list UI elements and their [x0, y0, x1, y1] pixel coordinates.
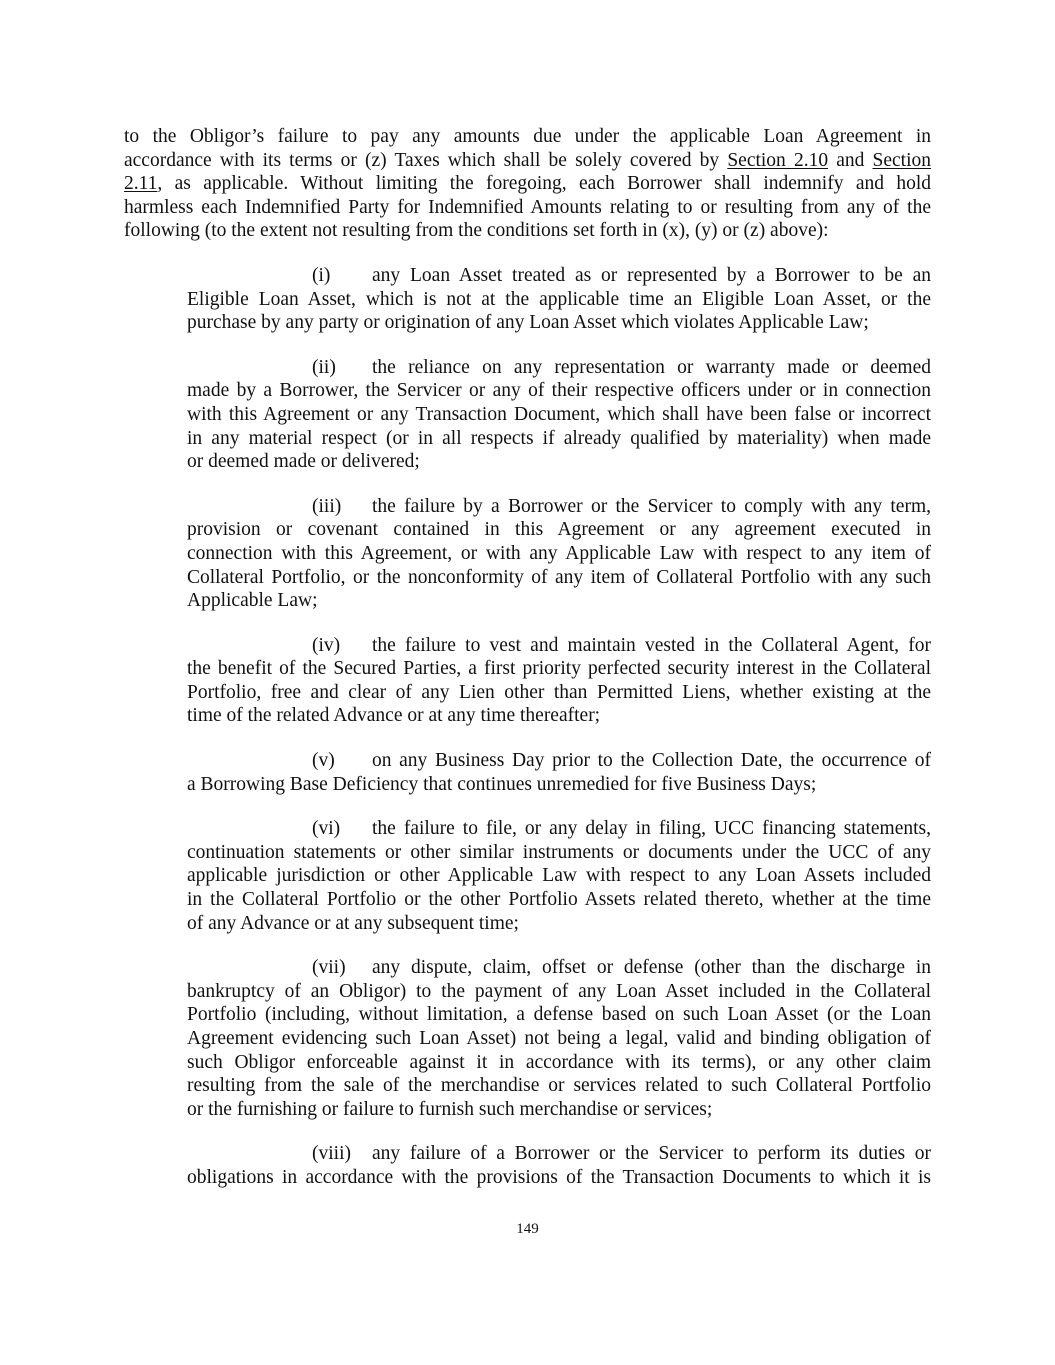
document-page — [124, 125, 931, 1190]
item-text: the failure by a Borrower or the Servicer to comply with any term, — [372, 495, 931, 517]
item-text: the failure to vest and maintain vested in the Collateral Agent, for — [372, 634, 931, 656]
item-line — [187, 956, 931, 980]
section-2-11-link-cont[interactable]: 2.11 — [124, 173, 158, 195]
item-line: or the furnishing or failure to furnish such merchandise or services; — [187, 1098, 713, 1120]
page-number: 149 — [516, 1221, 539, 1237]
item-label: (i) — [312, 264, 331, 286]
item-line: provision or covenant contained in this Agreement or any agreement executed in — [187, 519, 931, 541]
item-text: the reliance on any representation or warranty made or deemed — [372, 356, 931, 378]
item-line: Eligible Loan Asset, which is not at the applicable time an Eligible Loan Asset, or the — [187, 288, 931, 310]
item-label: (iv) — [312, 634, 341, 656]
item-label: (vi) — [312, 818, 341, 840]
item-line — [187, 634, 931, 658]
item-label: (ii) — [312, 356, 336, 378]
indemnity-item — [187, 634, 931, 728]
item-line: Collateral Portfolio, or the nonconformity of any item of Collateral Portfolio with any such — [187, 566, 931, 588]
item-line: with this Agreement or any Transaction Document, which shall have been false or incorrect — [187, 403, 931, 425]
item-text: the failure to file, or any delay in filing, UCC financing statements, — [372, 818, 931, 840]
intro-line: harmless each Indemnified Party for Indemnified Amounts relating to or resulting from any of the — [124, 196, 931, 218]
item-text: any failure of a Borrower or the Servicer to perform its duties or — [372, 1143, 931, 1165]
item-line: purchase by any party or origination of any Loan Asset which violates Applicable Law; — [187, 312, 869, 334]
item-line — [187, 495, 931, 519]
item-text: any Loan Asset treated as or represented by a Borrower to be an — [372, 264, 931, 286]
indemnity-item — [187, 749, 931, 796]
item-label: (vii) — [312, 957, 346, 979]
indemnity-item — [187, 817, 931, 935]
item-line: bankruptcy of an Obligor) to the payment of any Loan Asset included in the Collateral — [187, 980, 931, 1002]
item-line: resulting from the sale of the merchandise or services related to such Collateral Portfolio — [187, 1075, 931, 1097]
indemnity-item — [187, 1142, 931, 1189]
item-line: time of the related Advance or at any time thereafter; — [187, 705, 601, 727]
item-label: (viii) — [312, 1143, 351, 1165]
item-line: Applicable Law; — [187, 590, 318, 612]
item-line: a Borrowing Base Deficiency that continues unremedied for five Business Days; — [187, 773, 817, 795]
item-line: connection with this Agreement, or with any Applicable Law with respect to any item of — [187, 542, 931, 564]
item-line: in the Collateral Portfolio or the other Portfolio Assets related thereto, whether at the time — [187, 889, 931, 911]
item-line: Agreement evidencing such Loan Asset) not being a legal, valid and binding obligation of — [187, 1028, 931, 1049]
indemnity-item — [187, 264, 931, 335]
intro-line: to the Obligor’s failure to pay any amounts due under the applicable Loan Agreement in — [124, 126, 931, 147]
item-label: (iii) — [312, 495, 342, 517]
item-line: Portfolio, free and clear of any Lien other than Permitted Liens, whether existing at the — [187, 681, 931, 703]
item-line: continuation statements or other similar instruments or documents under the UCC of any — [187, 841, 931, 863]
item-line: applicable jurisdiction or other Applicable Law with respect to any Loan Assets included — [187, 865, 931, 887]
indemnity-item — [187, 495, 931, 613]
item-line: obligations in accordance with the provisions of the Transaction Documents to which it is — [187, 1166, 931, 1188]
intro-line: accordance with its terms or (z) Taxes which shall be solely covered by Section 2.10 and Section — [124, 149, 932, 171]
indemnity-item — [187, 356, 931, 474]
item-line: in any material respect (or in all respects if already qualified by materiality) when made — [187, 427, 931, 449]
item-line — [187, 264, 931, 288]
item-line — [187, 749, 931, 773]
item-line — [187, 1142, 931, 1166]
item-text: on any Business Day prior to the Collection Date, the occurrence of — [372, 750, 931, 772]
item-label: (v) — [312, 750, 335, 772]
item-line — [187, 356, 931, 380]
item-line: of any Advance or at any subsequent time; — [187, 912, 519, 934]
intro-line: following (to the extent not resulting from the conditions set forth in (x), (y) or (z) above): — [124, 220, 829, 242]
item-text: any dispute, claim, offset or defense (other than the discharge in — [372, 957, 931, 979]
item-line: made by a Borrower, the Servicer or any of their respective officers under or in connection — [187, 380, 931, 402]
item-line: such Obligor enforceable against it in accordance with its terms), or any other claim — [187, 1051, 931, 1073]
item-line — [187, 817, 931, 841]
item-line: or deemed made or delivered; — [187, 451, 420, 473]
indemnity-item — [187, 956, 931, 1121]
item-line: the benefit of the Secured Parties, a first priority perfected security interest in the Collateral — [187, 658, 931, 680]
section-2-11-link[interactable]: Section — [872, 149, 932, 171]
section-2-10-link[interactable]: Section 2.10 — [727, 149, 829, 171]
intro-paragraph — [124, 125, 931, 243]
indemnity-item-list — [124, 264, 931, 1190]
intro-line: 2.11, as applicable. Without limiting the foregoing, each Borrower shall indemnify and hold — [124, 173, 931, 195]
item-line: Portfolio (including, without limitation, a defense based on such Loan Asset (or the Loan — [187, 1004, 931, 1026]
